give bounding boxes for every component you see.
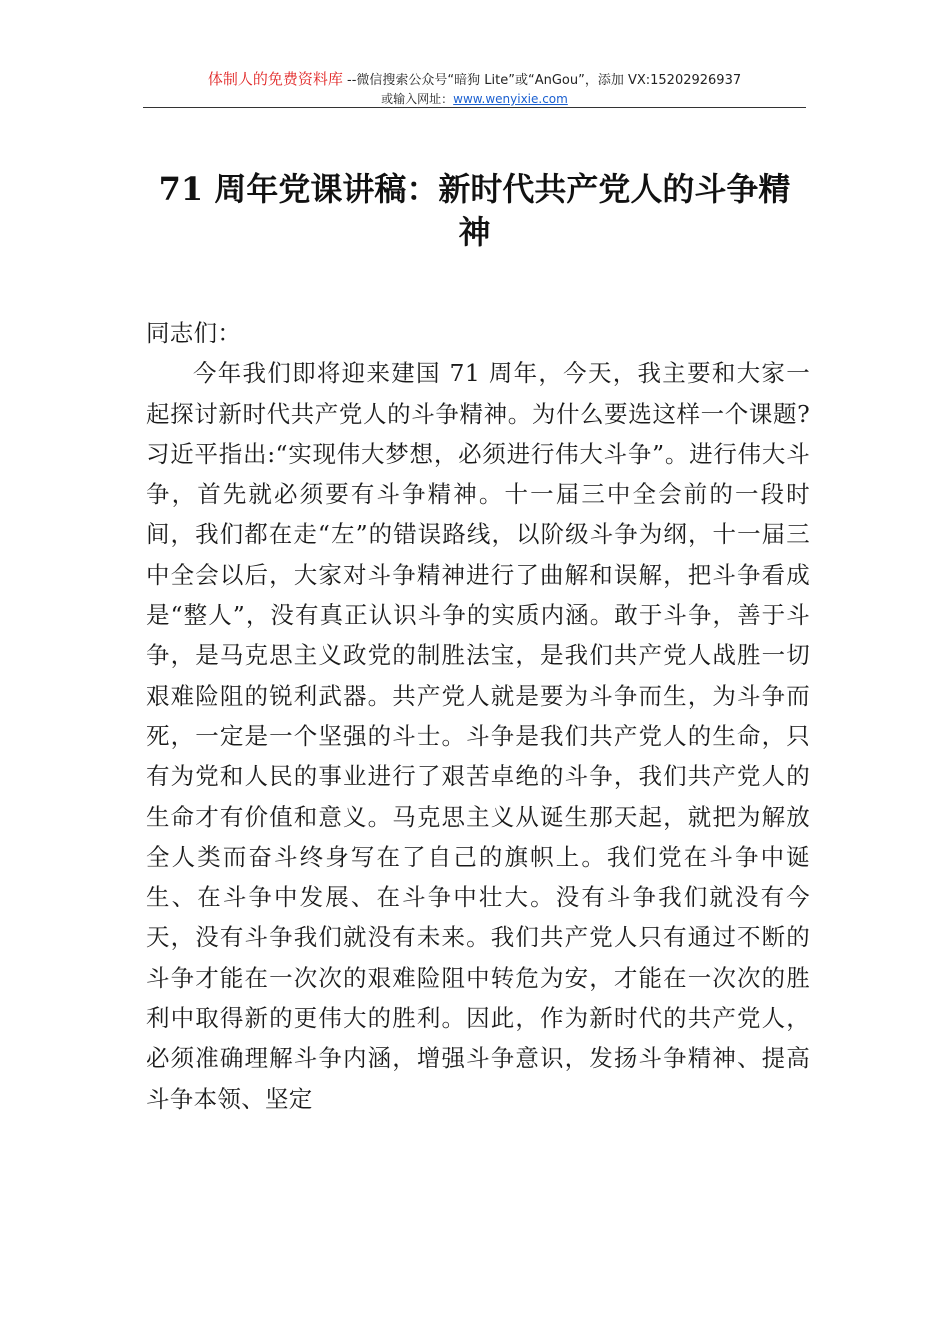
- document-body: [146, 313, 810, 1119]
- brand-name: 体制人的免费资料库: [207, 70, 343, 88]
- header-contact-info: --微信搜索公众号“暗狗 Lite”或“AnGou”，添加 VX:15202926937: [342, 73, 742, 88]
- url-prefix: 或输入网址：: [381, 92, 454, 106]
- header-url-line: [143, 90, 806, 108]
- header-divider: [143, 107, 806, 108]
- salutation: 同志们：: [146, 319, 242, 347]
- website-link[interactable]: www.wenyixie.com: [453, 92, 568, 106]
- page-header: [143, 70, 806, 108]
- document-title: 71 周年党课讲稿：新时代共产党人的斗争精神: [158, 170, 791, 251]
- header-promo-line: [143, 70, 806, 90]
- body-paragraph: 今年我们即将迎来建国 71 周年，今天，我主要和大家一起探讨新时代共产党人的斗争精神。为什么要选这样一个课题?习近平指出:“实现伟大梦想，必须进行伟大斗争”。进行伟大斗争，首先就必须要有斗争精神。十一届三中全会前的一段时间，我们都在走“左”的错误路线，以阶级斗争为纲，十一届三中全会以后，大家对斗争精神进行了曲解和误解，把斗争看成是“整人”，没有真正认识斗争的实质内涵。敢于斗争，善于斗争，是马克思主义政党的制胜法宝，是我们共产党人战胜一切艰难险阻的锐利武器。共产党人就是要为斗争而生，为斗争而死，一定是一个坚强的斗士。斗争是我们共产党人的生命，只有为党和人民的事业进行了艰苦卓绝的斗争，我们共产党人的生命才有价值和意义。马克思主义从诞生那天起，就把为解放全人类而奋斗终身写在了自己的旗帜上。我们党在斗争中诞生、在斗争中发展、在斗争中壮大。没有斗争我们就没有今天，没有斗争我们就没有未来。我们共产党人只有通过不断的斗争才能在一次次的艰难险阻中转危为安，才能在一次次的胜利中取得新的更伟大的胜利。因此，作为新时代的共产党人，必须准确理解斗争内涵，增强斗争意识，发扬斗争精神、提高斗争本领、坚定: [146, 359, 810, 1113]
